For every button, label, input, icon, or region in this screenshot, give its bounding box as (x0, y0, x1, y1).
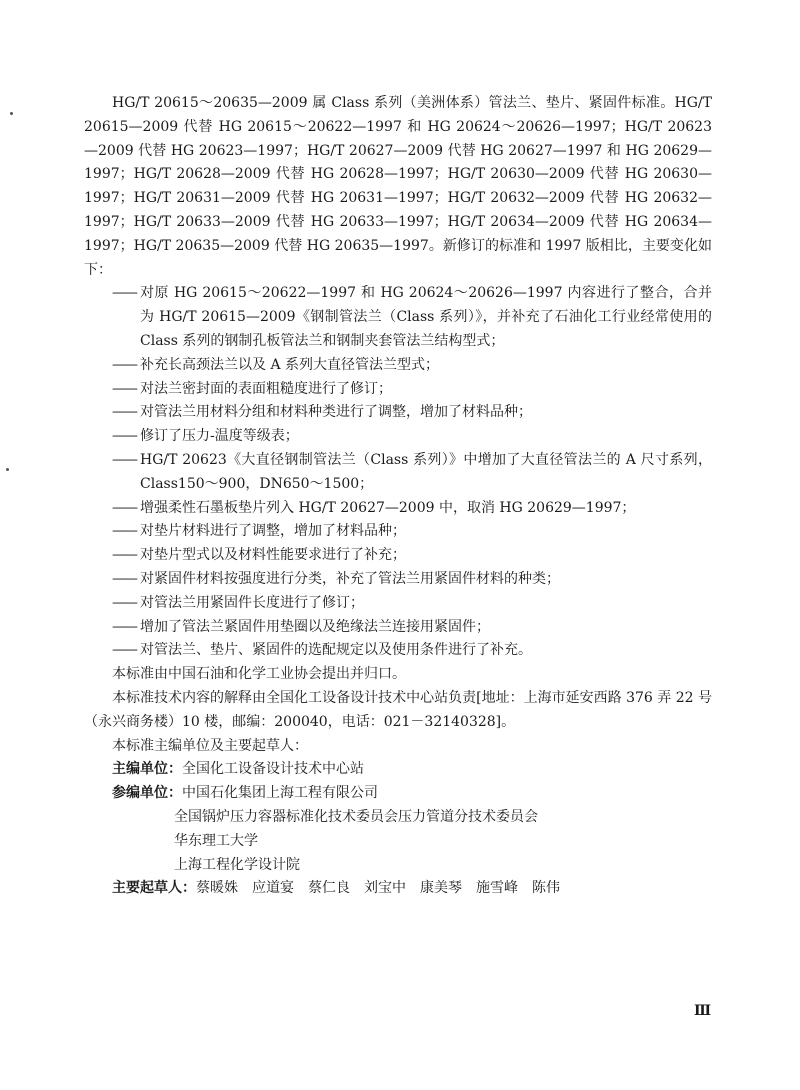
changes-list (84, 282, 712, 663)
list-item: —— 增加了管法兰紧固件用垫圈以及绝缘法兰连接用紧固件； (112, 618, 490, 635)
author-name: 蔡暖姝 (196, 880, 238, 897)
list-item: —— 对管法兰用材料分组和材料种类进行了调整，增加了材料品种； (112, 404, 532, 421)
participating-unit-label: 参编单位： (112, 785, 182, 802)
scan-speck (6, 468, 9, 471)
list-item: —— 对管法兰、垫片、紧固件的选配规定以及使用条件进行了补充。 (112, 642, 532, 659)
author-name: 康美琴 (420, 880, 462, 897)
authors-label: 主要起草人： (112, 880, 196, 897)
list-item: —— 对紧固件材料按强度进行分类，补充了管法兰用紧固件材料的种类； (112, 570, 560, 587)
intro-paragraph: HG/T 20615～20635—2009 属 Class 系列（美洲体系）管法兰、垫片、紧固件标准。HG/T 20615—2009 代替 HG 20615～20622—1997 和 HG 20624～20626—1997；HG/T 20623—2009 代替 HG 20623—1997；HG/T 20627—2009 代替 HG 20627—1997 和 HG 20629—1997；HG/T 20628—2009 代替 HG 20628—1997；HG/T 20630—2009 代替 HG 20630—1997；HG/T 20631—2009 代替 HG 20631—1997；HG/T 20632—2009 代替 HG 20632—1997；HG/T 20633—2009 代替 HG 20633—1997；HG/T 20634—2009 代替 HG 20634—1997；HG/T 20635—2009 代替 HG 20635—1997。新修订的标准和 1997 版相比，主要变化如下： (84, 95, 712, 278)
author-name: 陈伟 (532, 880, 560, 897)
proposed-by-paragraph: 本标准由中国石油和化学工业协会提出并归口。 (112, 666, 406, 683)
page-number: Ⅲ (694, 1003, 712, 1019)
chief-unit-label: 主编单位： (112, 761, 182, 778)
list-item: —— 对垫片材料进行了调整，增加了材料品种； (112, 523, 406, 540)
author-name: 应道宴 (252, 880, 294, 897)
participating-unit: 华东理工大学 (174, 832, 258, 849)
list-item: —— 补充长高颈法兰以及 A 系列大直径管法兰型式； (112, 356, 440, 373)
author-name: 刘宝中 (364, 880, 406, 897)
authors-line (84, 877, 712, 901)
participating-unit: 中国石化集团上海工程有限公司 (182, 785, 378, 802)
list-item: —— 增强柔性石墨板垫片列入 HG/T 20627—2009 中，取消 HG 20629—1997； (112, 499, 636, 516)
list-item: —— 对原 HG 20615～20622—1997 和 HG 20624～20626—1997 内容进行了整合，合并为 HG/T 20615—2009《钢制管法兰（Class 系列）》，并补充了石油化工行业经常使用的 Class 系列的钢制孔板管法兰和钢制夹套管法兰结构型式； (112, 285, 712, 349)
list-item: —— 对垫片型式以及材料性能要求进行了补充； (112, 547, 406, 564)
document-page (84, 92, 712, 901)
drafters-intro: 本标准主编单位及主要起草人： (112, 737, 308, 754)
scan-speck (10, 112, 13, 115)
list-item: —— 对法兰密封面的表面粗糙度进行了修订； (112, 380, 392, 397)
participating-unit: 全国锅炉压力容器标准化技术委员会压力管道分技术委员会 (174, 808, 538, 825)
chief-unit-line (84, 758, 712, 782)
author-name: 施雪峰 (476, 880, 518, 897)
chief-unit: 全国化工设备设计技术中心站 (182, 761, 364, 778)
list-item: —— 修订了压力-温度等级表； (112, 428, 299, 445)
list-item: —— 对管法兰用紧固件长度进行了修订； (112, 594, 364, 611)
interpretation-paragraph: 本标准技术内容的解释由全国化工设备设计技术中心站负责[地址：上海市延安西路 376 弄 22 号（永兴商务楼）10 楼，邮编：200040，电话：021－32140328]。 (84, 689, 712, 730)
participating-unit: 上海工程化学设计院 (174, 856, 300, 873)
list-item: —— HG/T 20623《大直径钢制管法兰（Class 系列）》中增加了大直径管法兰的 A 尺寸系列，Class150～900，DN650～1500； (112, 451, 712, 492)
author-name: 蔡仁良 (308, 880, 350, 897)
participating-unit-line (84, 782, 712, 806)
